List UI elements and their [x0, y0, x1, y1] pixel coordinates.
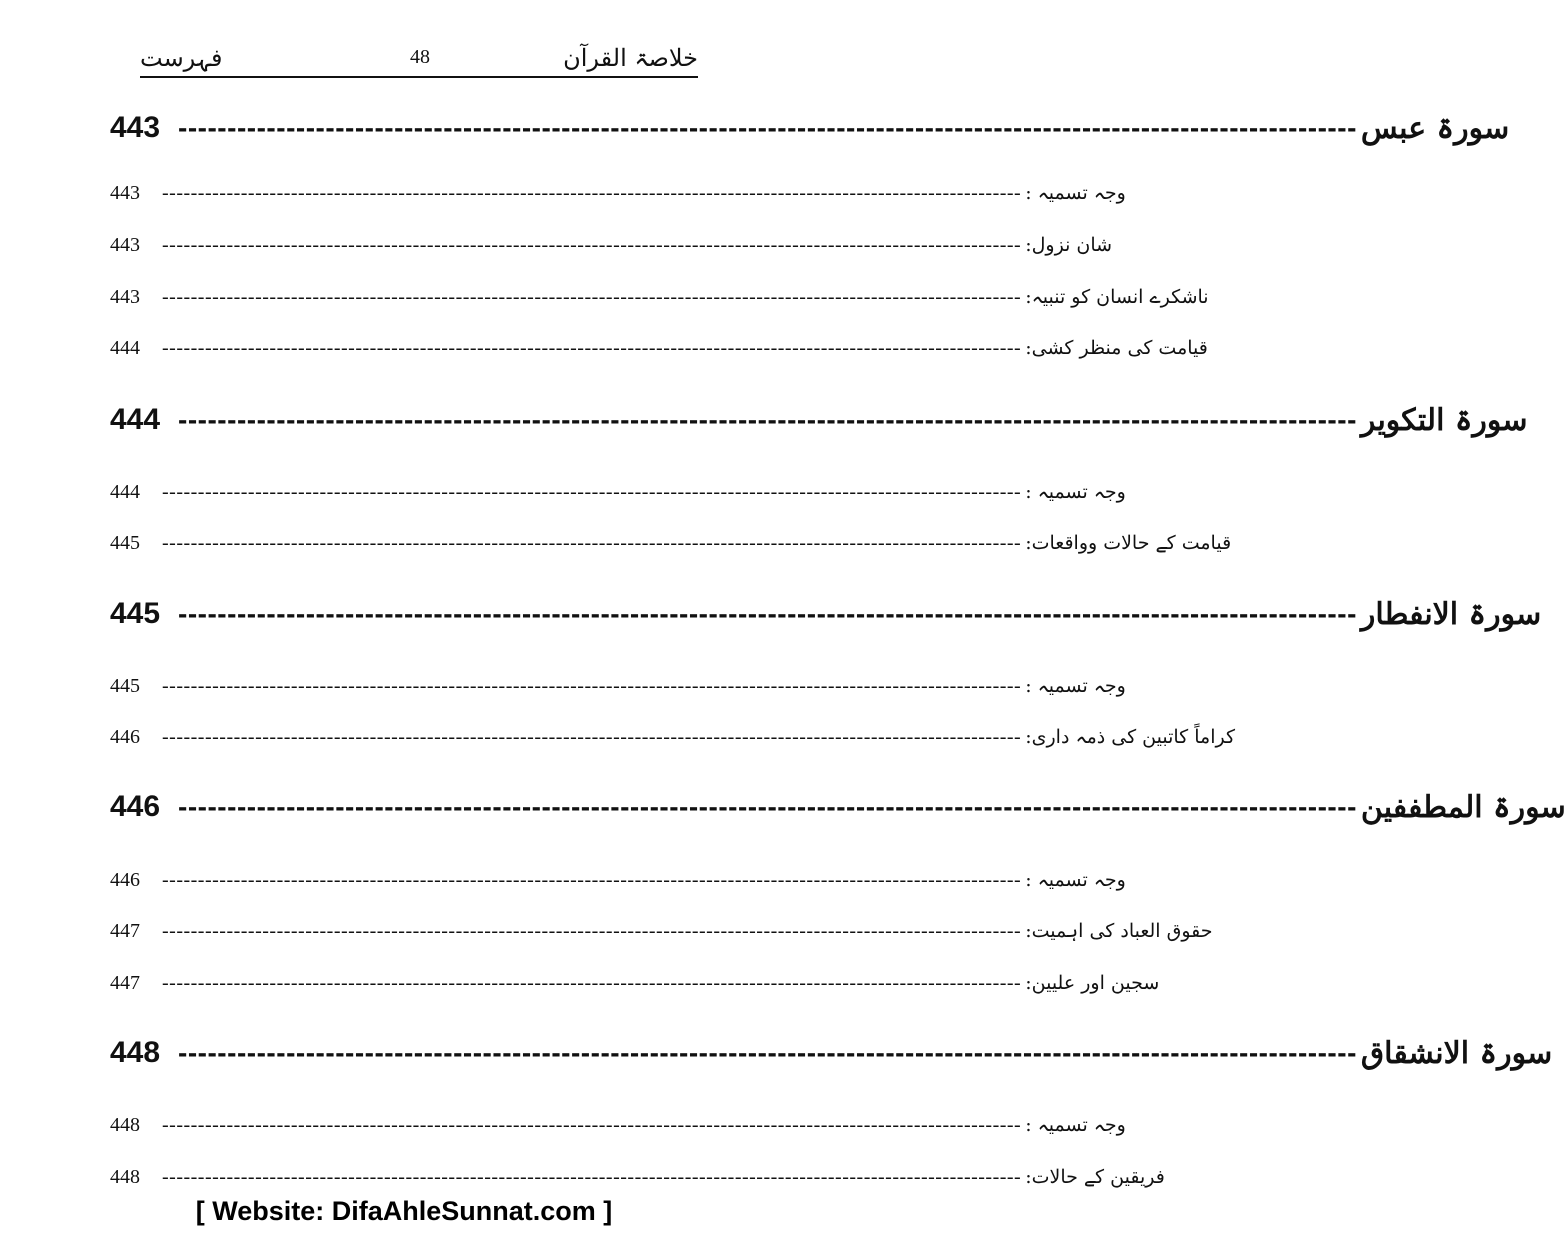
surah-heading-row: [110, 402, 1528, 438]
topic-row: [110, 673, 1126, 699]
dash-leader: ------------------------------------------------------------------------------------------------------------------------: [162, 1165, 1022, 1188]
dash-leader: ------------------------------------------------------------------------------------------------------------------------: [162, 971, 1022, 994]
page-ref: 444: [110, 403, 161, 436]
topic-title: قیامت کی منظر کشی:: [1025, 337, 1208, 359]
topic-row: [110, 970, 1160, 996]
topic-title: سجین اور علیین:: [1025, 972, 1160, 994]
website-footer: [ Website: DifaAhleSunnat.com ]: [195, 1196, 613, 1226]
topic-row: [110, 335, 1208, 361]
dash-leader: ------------------------------------------------------------------------------------------------------------------------: [178, 1037, 1357, 1068]
topic-title: وجہ تسمیہ :: [1025, 869, 1126, 891]
page-ref: 443: [110, 111, 161, 144]
surah-title: سورۃ الانشقاق: [1360, 1035, 1553, 1071]
surah-title: سورۃ المطففین: [1360, 789, 1566, 825]
topic-title: ناشکرے انسان کو تنبیہ:: [1025, 286, 1209, 308]
page-number: 48: [410, 46, 430, 68]
topic-title: فریقین کے حالات:: [1025, 1166, 1165, 1188]
topic-row: [110, 918, 1213, 944]
topic-title: حقوق العباد کی اہمیت:: [1025, 920, 1213, 942]
topic-row: [110, 1164, 1165, 1190]
surah-heading-row: [110, 1035, 1553, 1071]
topic-row: [110, 724, 1236, 750]
page-ref: 443: [110, 285, 140, 308]
page-ref: 443: [110, 233, 140, 256]
topic-row: [110, 1112, 1126, 1138]
dash-leader: ------------------------------------------------------------------------------------------------------------------------: [162, 336, 1022, 359]
topic-row: [110, 284, 1209, 310]
dash-leader: ------------------------------------------------------------------------------------------------------------------------: [162, 674, 1022, 697]
surah-title: سورۃ الانفطار: [1360, 596, 1542, 632]
page-ref: 448: [110, 1036, 161, 1069]
topic-row: [110, 867, 1126, 893]
page-ref: 446: [110, 790, 161, 823]
topic-title: شان نزول:: [1025, 234, 1113, 256]
topic-title: وجہ تسمیہ :: [1025, 675, 1126, 697]
dash-leader: ------------------------------------------------------------------------------------------------------------------------: [162, 181, 1022, 204]
surah-heading-row: [110, 789, 1566, 825]
page-ref: 446: [110, 868, 140, 891]
page-ref: 444: [110, 336, 140, 359]
dash-leader: ------------------------------------------------------------------------------------------------------------------------: [162, 531, 1022, 554]
dash-leader: ------------------------------------------------------------------------------------------------------------------------: [178, 598, 1357, 629]
page-ref: 448: [110, 1165, 140, 1188]
surah-title: سورۃ عبس: [1360, 110, 1510, 146]
topic-title: قیامت کے حالات وواقعات:: [1025, 532, 1232, 554]
dash-leader: ------------------------------------------------------------------------------------------------------------------------: [162, 725, 1022, 748]
page-ref: 448: [110, 1113, 140, 1136]
page-ref: 447: [110, 919, 140, 942]
page-ref: 445: [110, 597, 161, 630]
dash-leader: ------------------------------------------------------------------------------------------------------------------------: [162, 919, 1022, 942]
surah-title: سورۃ التکویر: [1360, 402, 1528, 438]
book-title: خلاصۃ القرآن: [563, 44, 698, 72]
dash-leader: ------------------------------------------------------------------------------------------------------------------------: [162, 480, 1022, 503]
topic-title: کراماً کاتبین کی ذمہ داری:: [1025, 726, 1236, 748]
topic-row: [110, 530, 1232, 556]
dash-leader: ------------------------------------------------------------------------------------------------------------------------: [162, 233, 1022, 256]
topic-title: وجہ تسمیہ :: [1025, 182, 1126, 204]
page-ref: 444: [110, 480, 140, 503]
section-title: فہرست: [140, 44, 223, 72]
dash-leader: ------------------------------------------------------------------------------------------------------------------------: [178, 112, 1357, 143]
surah-heading-row: [110, 110, 1510, 146]
dash-leader: ------------------------------------------------------------------------------------------------------------------------: [178, 404, 1357, 435]
topic-row: [110, 479, 1126, 505]
page-ref: 447: [110, 971, 140, 994]
page-ref: 445: [110, 674, 140, 697]
page-ref: 445: [110, 531, 140, 554]
dash-leader: ------------------------------------------------------------------------------------------------------------------------: [162, 285, 1022, 308]
page-ref: 443: [110, 181, 140, 204]
dash-leader: ------------------------------------------------------------------------------------------------------------------------: [178, 791, 1357, 822]
page-header: [140, 42, 698, 78]
topic-title: وجہ تسمیہ :: [1025, 1114, 1126, 1136]
dash-leader: ------------------------------------------------------------------------------------------------------------------------: [162, 868, 1022, 891]
page-ref: 446: [110, 725, 140, 748]
topic-title: وجہ تسمیہ :: [1025, 481, 1126, 503]
topic-row: [110, 232, 1113, 258]
surah-heading-row: [110, 596, 1542, 632]
topic-row: [110, 180, 1126, 206]
dash-leader: ------------------------------------------------------------------------------------------------------------------------: [162, 1113, 1022, 1136]
header-divider: [140, 76, 698, 78]
